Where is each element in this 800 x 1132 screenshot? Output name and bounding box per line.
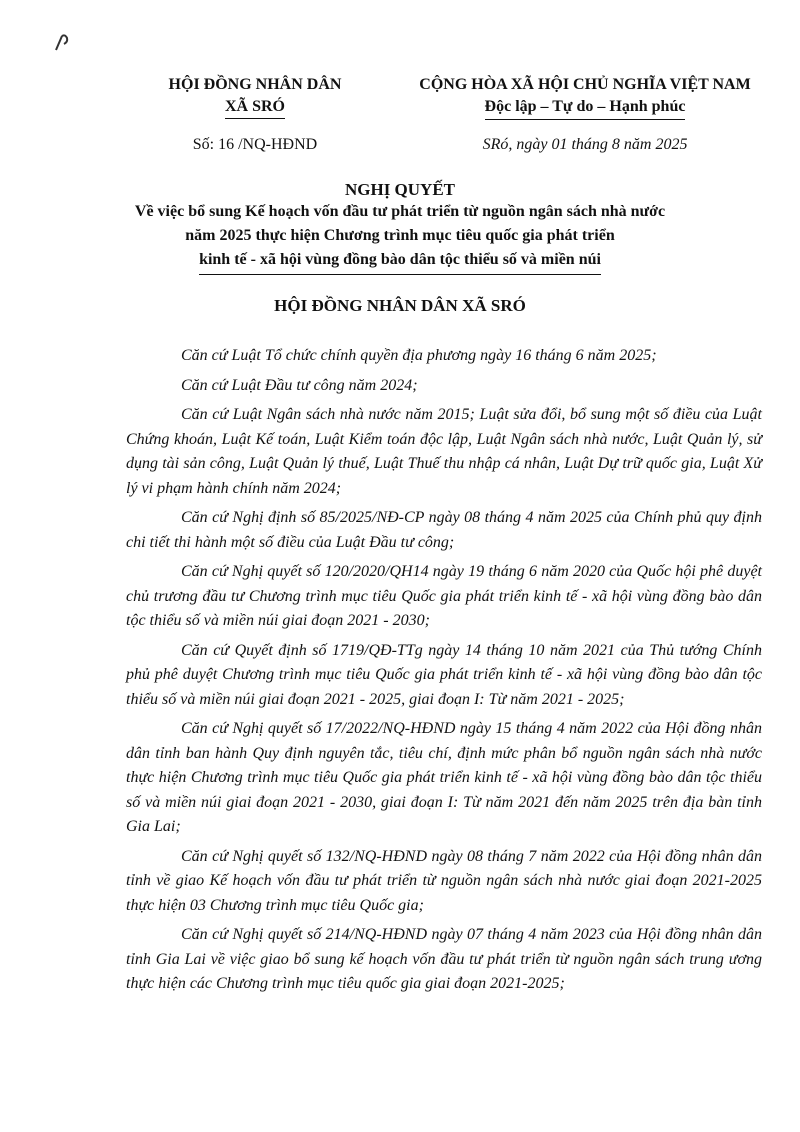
legal-basis-paragraph: Căn cứ Nghị định số 85/2025/NĐ-CP ngày 08 tháng 4 năm 2025 của Chính phủ quy định chi tiết thi hành một số điều của Luật Đầu tư công; (126, 509, 762, 551)
subject-line3: kinh tế - xã hội vùng đồng bào dân tộc thiểu số và miền núi (199, 248, 601, 275)
subject-line1: Về việc bổ sung Kế hoạch vốn đầu tư phát triển từ nguồn ngân sách nhà nước (134, 203, 666, 220)
document-number: Số: 16 /NQ-HĐND (192, 136, 318, 153)
country-name: CỘNG HÒA XÃ HỘI CHỦ NGHĨA VIỆT NAM (419, 76, 751, 93)
legal-basis-paragraph: Căn cứ Luật Đầu tư công năm 2024; (181, 376, 418, 394)
legal-basis-paragraph: Căn cứ Nghị quyết số 120/2020/QH14 ngày 19 tháng 6 năm 2020 của Quốc hội phê duyệt chủ trương đầu tư Chương trình mục tiêu Quốc gia phát triển kinh tế - xã hội vùng đồng bào dân tộc thiểu số và miền núi giai đoạn 2021 - 2030; (126, 563, 762, 629)
authority-line2: XÃ SRÓ (225, 96, 285, 119)
council-heading: HỘI ĐỒNG NHÂN DÂN XÃ SRÓ (274, 296, 526, 315)
authority-line1: HỘI ĐỒNG NHÂN DÂN (168, 76, 342, 93)
document-date: SRó, ngày 01 tháng 8 năm 2025 (482, 136, 688, 153)
pen-mark-icon (52, 30, 76, 54)
subject-line2: năm 2025 thực hiện Chương trình mục tiêu quốc gia phát triển (185, 227, 615, 244)
national-header (380, 74, 790, 120)
legal-basis-paragraph: Căn cứ Luật Ngân sách nhà nước năm 2015; Luật sửa đổi, bổ sung một số điều của Luật Chứng khoán, Luật Kế toán, Luật Kiểm toán độc lập, Luật Ngân sách nhà nước, Luật Quản lý, sử dụng tài sản công, Luật Quản lý thuế, Luật Thuế thu nhập cá nhân, Luật Dự trữ quốc gia, Luật Xử lý vi phạm hành chính năm 2024; (126, 406, 762, 497)
legal-basis-paragraph: Căn cứ Nghị quyết số 132/NQ-HĐND ngày 08 tháng 7 năm 2022 của Hội đồng nhân dân tỉnh về giao Kế hoạch vốn đầu tư phát triển từ nguồn ngân sách nhà nước giai đoạn 2021-2025 thực hiện 03 Chương trình mục tiêu Quốc gia; (126, 847, 762, 914)
document-title: NGHỊ QUYẾT (344, 180, 456, 199)
legal-basis-paragraph: Căn cứ Nghị quyết số 17/2022/NQ-HĐND ngày 15 tháng 4 năm 2022 của Hội đồng nhân dân tỉnh ban hành Quy định nguyên tắc, tiêu chí, định mức phân bổ nguồn ngân sách nhà nước thực hiện Chương trình mục tiêu Quốc gia phát triển kinh tế - xã hội vùng đồng bào dân tộc thiểu số và miền núi giai đoạn 2021 - 2030, giai đoạn I: Từ năm 2021 đến năm 2025 trên địa bàn tỉnh Gia Lai; (126, 720, 762, 835)
legal-basis-paragraph: Căn cứ Luật Tổ chức chính quyền địa phương ngày 16 tháng 6 năm 2025; (181, 347, 657, 364)
legal-basis-paragraph: Căn cứ Nghị quyết số 214/NQ-HĐND ngày 07 tháng 4 năm 2023 của Hội đồng nhân dân tỉnh Gia Lai về việc giao bổ sung kế hoạch vốn đầu tư phát triển từ nguồn ngân sách trung ương thực hiện các Chương trình mục tiêu quốc gia giai đoạn 2021-2025; (126, 926, 762, 992)
issuing-authority (140, 74, 370, 119)
national-motto: Độc lập – Tự do – Hạnh phúc (485, 96, 686, 120)
legal-basis-section (126, 344, 762, 1002)
document-subject (80, 200, 720, 275)
legal-basis-paragraph: Căn cứ Quyết định số 1719/QĐ-TTg ngày 14 tháng 10 năm 2021 của Thủ tướng Chính phủ phê duyệt Chương trình mục tiêu Quốc gia phát triển kinh tế - xã hội vùng đồng bào dân tộc thiểu số và miền núi giai đoạn 2021 - 2025, giai đoạn I: Từ năm 2021 - 2025; (126, 641, 762, 708)
